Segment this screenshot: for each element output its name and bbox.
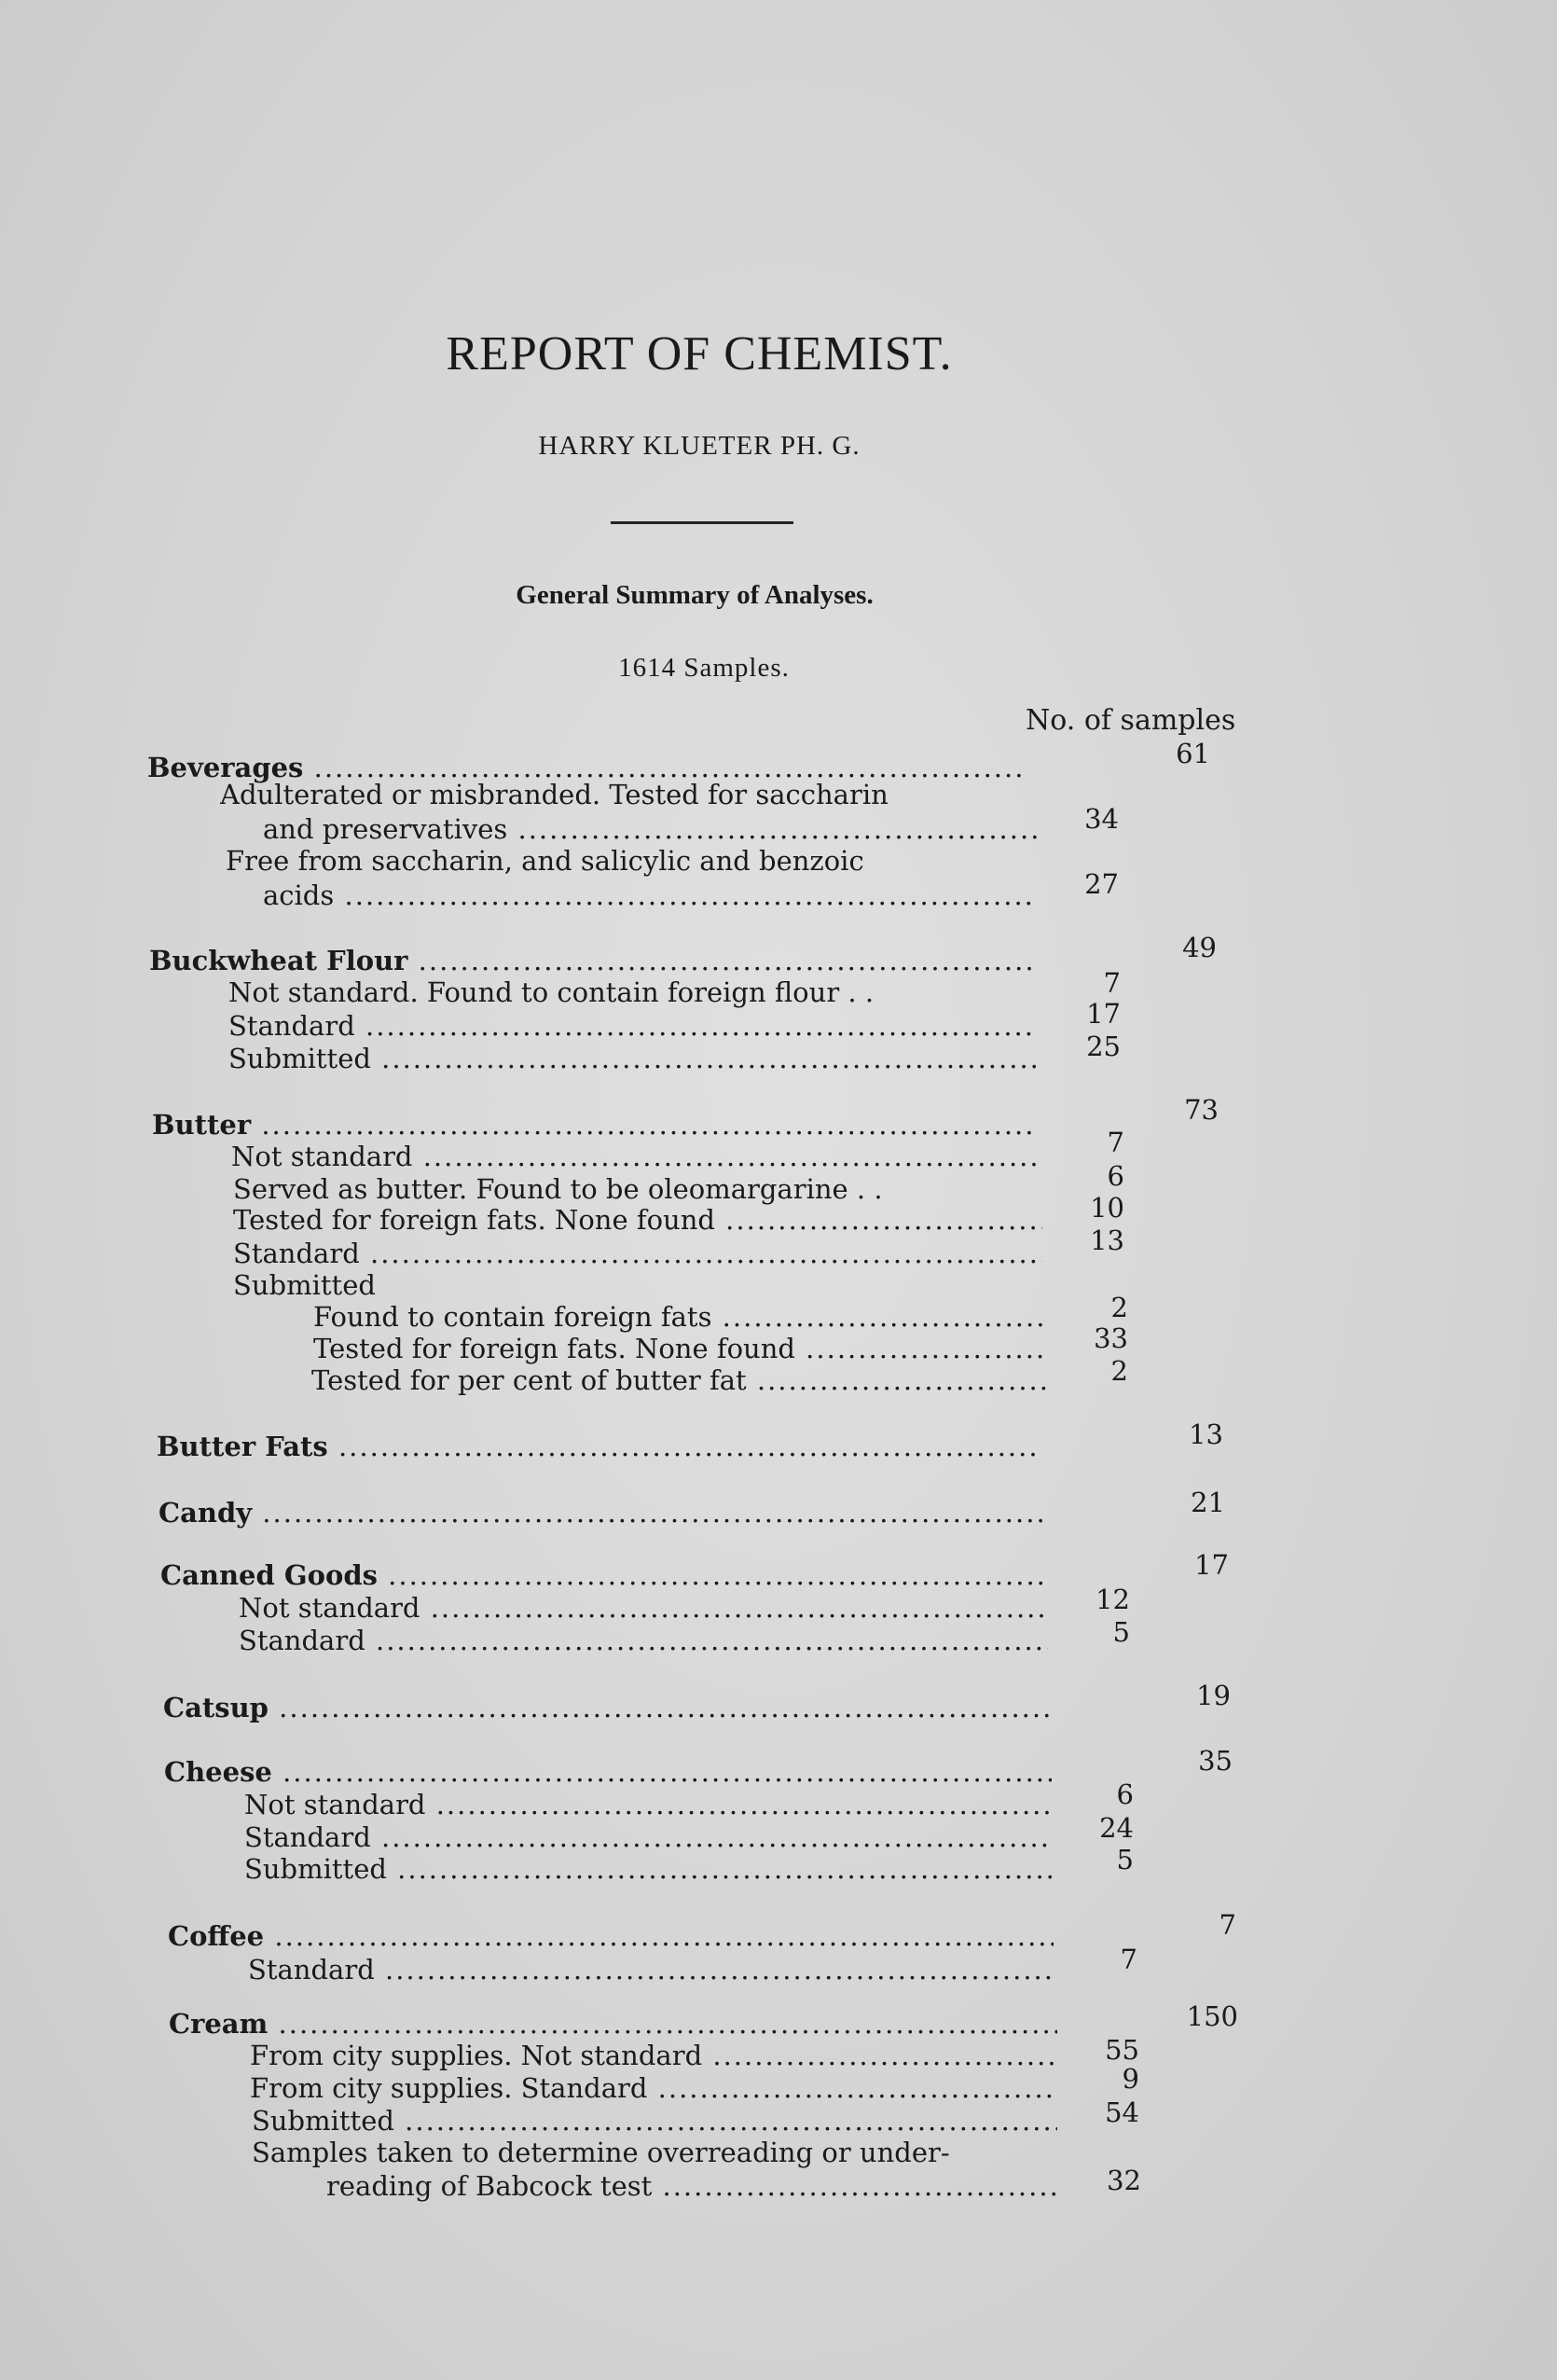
row-label: Tested for foreign fats. None found .....: [313, 1333, 1046, 1364]
detail-row-beverages-1a: [220, 778, 1040, 811]
detail-row-buckwheat-3: [228, 1042, 1036, 1075]
row-label: acids .....: [263, 879, 1037, 911]
subcount-butter-1: 7: [1107, 1127, 1124, 1158]
column-header: No. of samples: [1026, 704, 1236, 737]
detail-row-beverages-1b: [263, 812, 1037, 846]
row-label: Served as butter. Found to be oleomargarine . .: [233, 1173, 883, 1205]
subcount-cream-1: 55: [1105, 2034, 1139, 2066]
category-row-canned: [160, 1558, 1048, 1592]
total-canned: 17: [1194, 1549, 1229, 1581]
row-label: Adulterated or misbranded. Tested for saccharin: [220, 779, 889, 810]
subcount-butter-5b: 33: [1094, 1322, 1128, 1354]
detail-row-canned-1: [239, 1591, 1048, 1625]
category-row-cheese: [164, 1755, 1052, 1789]
detail-row-butter-2: [233, 1172, 1042, 1206]
total-coffee: 7: [1219, 1909, 1236, 1941]
subcount-buckwheat-3: 25: [1086, 1031, 1121, 1062]
row-label: Not standard .....: [244, 1789, 1052, 1820]
category-row-catsup: [163, 1691, 1049, 1724]
row-label: Not standard. Found to contain foreign flour . .: [228, 976, 875, 1008]
row-label: Not standard .....: [231, 1141, 1039, 1172]
detail-row-cream-3: [252, 2104, 1057, 2138]
row-label: Submitted .....: [244, 1853, 1052, 1885]
detail-row-cream-2: [250, 2071, 1057, 2105]
row-label: Standard .....: [233, 1238, 1042, 1269]
subcount-coffee-1: 7: [1120, 1944, 1137, 1975]
detail-row-canned-2: [239, 1624, 1048, 1657]
row-label: Coffee .....: [168, 1920, 1054, 1952]
total-beverages: 61: [1176, 738, 1210, 769]
row-label: Free from saccharin, and salicylic and benzoic: [226, 845, 864, 877]
detail-row-butter-5c: [311, 1363, 1046, 1397]
detail-row-buckwheat-2: [228, 1009, 1036, 1043]
total-butter-fats: 13: [1189, 1418, 1223, 1450]
subcount-buckwheat-2: 17: [1086, 998, 1121, 1030]
detail-row-butter-5b: [313, 1332, 1046, 1365]
category-row-cream: [169, 2007, 1057, 2041]
row-label: Submitted .....: [228, 1043, 1036, 1074]
subcount-cheese-1: 6: [1116, 1778, 1134, 1810]
total-buckwheat: 49: [1182, 932, 1217, 963]
category-row-candy: [158, 1496, 1044, 1529]
total-cream: 150: [1186, 2000, 1238, 2032]
category-row-coffee: [168, 1919, 1054, 1953]
detail-row-cheese-1: [244, 1788, 1052, 1821]
section-subtitle: General Summary of Analyses.: [516, 580, 874, 610]
row-label: Standard .....: [228, 1010, 1036, 1042]
detail-row-beverages-2b: [263, 879, 1037, 912]
subcount-canned-2: 5: [1112, 1616, 1130, 1648]
subcount-butter-4: 13: [1090, 1225, 1124, 1256]
row-label: and preservatives .....: [263, 813, 1037, 845]
page-title: REPORT OF CHEMIST.: [446, 327, 953, 381]
subcount-butter-3: 10: [1090, 1192, 1124, 1224]
subcount-butter-2: 6: [1107, 1160, 1124, 1192]
subcount-cream-4b: 32: [1107, 2165, 1141, 2196]
detail-row-buckwheat-1: [228, 976, 1040, 1009]
detail-row-cream-4a: [252, 2136, 1072, 2169]
subcount-butter-5a: 2: [1110, 1292, 1128, 1323]
detail-row-butter-5a: [313, 1300, 1046, 1334]
detail-row-coffee-1: [248, 1953, 1055, 1986]
subcount-buckwheat-1: 7: [1103, 967, 1121, 999]
row-label: Beverages .....: [147, 752, 1027, 783]
row-label: Tested for per cent of butter fat .....: [311, 1364, 1046, 1396]
author-line: HARRY KLUETER PH. G.: [538, 431, 861, 461]
row-label: Cheese .....: [164, 1756, 1052, 1788]
subcount-cream-3: 54: [1105, 2096, 1139, 2128]
row-label: Candy .....: [158, 1497, 1044, 1529]
row-label: Tested for foreign fats. None found .....: [233, 1204, 1042, 1236]
category-row-buckwheat: [149, 944, 1031, 977]
detail-row-cream-1: [250, 2039, 1057, 2072]
total-candy: 21: [1191, 1487, 1225, 1518]
row-label: Butter Fats .....: [157, 1431, 1040, 1462]
subcount-beverages-1b: 34: [1084, 803, 1119, 835]
row-label: Catsup .....: [163, 1692, 1049, 1723]
row-label: Standard .....: [244, 1821, 1052, 1853]
category-row-butter-fats: [157, 1430, 1040, 1463]
row-label: Submitted .....: [252, 2105, 1057, 2137]
detail-row-butter-1: [231, 1140, 1039, 1173]
row-label: Standard .....: [248, 1954, 1055, 1986]
row-label: Samples taken to determine overreading or under-: [252, 2137, 950, 2168]
total-butter: 73: [1184, 1094, 1219, 1126]
row-label: Found to contain foreign fats .....: [313, 1301, 1046, 1333]
row-label: From city supplies. Standard .....: [250, 2072, 1057, 2104]
row-label: Cream .....: [169, 2008, 1057, 2040]
row-label: reading of Babcock test .....: [326, 2170, 1061, 2202]
subcount-butter-5c: 2: [1110, 1355, 1128, 1387]
detail-row-cheese-3: [244, 1852, 1052, 1886]
subcount-beverages-2b: 27: [1084, 868, 1119, 900]
subcount-canned-1: 12: [1095, 1584, 1130, 1615]
row-label: Buckwheat Flour .....: [149, 945, 1031, 976]
row-label: From city supplies. Not standard .....: [250, 2040, 1057, 2071]
row-label: Not standard .....: [239, 1592, 1048, 1624]
samples-count: 1614 Samples.: [618, 653, 790, 683]
total-catsup: 19: [1196, 1680, 1231, 1711]
subcount-cheese-2: 24: [1099, 1812, 1134, 1844]
detail-row-cream-4b: [326, 2169, 1061, 2203]
row-label: Submitted: [233, 1269, 376, 1301]
row-label: Standard .....: [239, 1625, 1048, 1656]
subcount-cheese-3: 5: [1116, 1844, 1134, 1875]
total-cheese: 35: [1198, 1745, 1233, 1777]
detail-row-butter-3: [233, 1203, 1042, 1237]
row-label: Butter .....: [152, 1109, 1033, 1141]
title-divider: [611, 521, 793, 524]
detail-row-cheese-2: [244, 1820, 1052, 1854]
detail-row-butter-5: [233, 1268, 606, 1302]
detail-row-beverages-2a: [226, 844, 1037, 878]
detail-row-butter-4: [233, 1237, 1042, 1270]
subcount-cream-2: 9: [1122, 2063, 1139, 2095]
row-label: Canned Goods .....: [160, 1559, 1048, 1591]
category-row-butter: [152, 1108, 1033, 1142]
